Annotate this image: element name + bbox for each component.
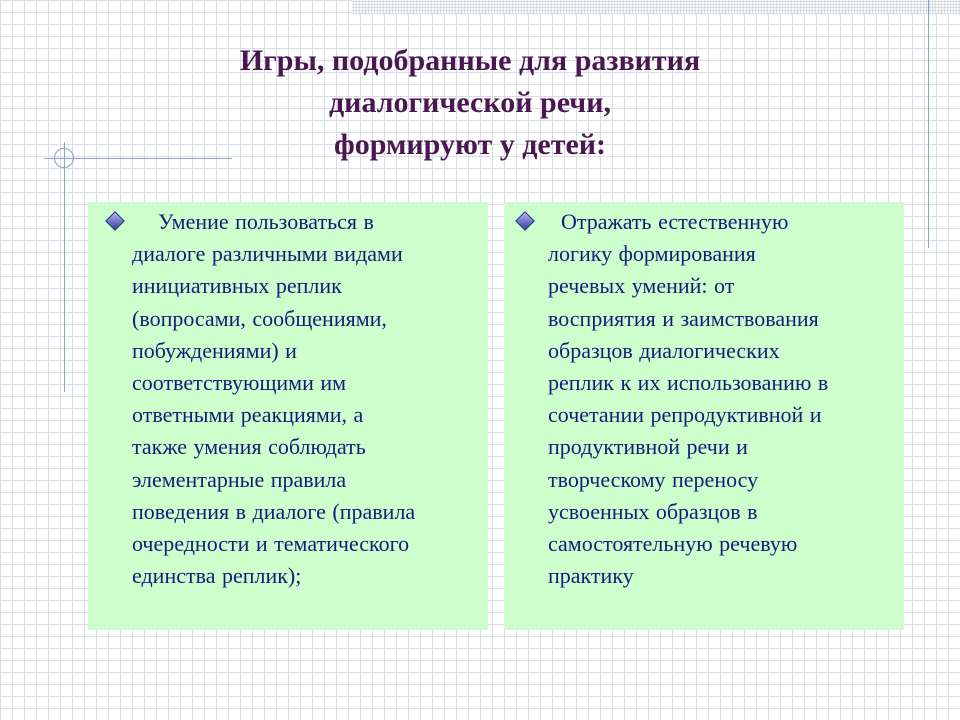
text-line: побуждениями) и bbox=[132, 337, 297, 363]
title-line: диалогической речи, bbox=[328, 86, 611, 119]
text-line: единства реплик); bbox=[132, 563, 302, 589]
right-box-text bbox=[548, 206, 900, 592]
text-line: реплик к их использованию в bbox=[548, 370, 829, 396]
text-line: очередности и тематического bbox=[132, 531, 410, 557]
decorative-vertical-line-left bbox=[64, 142, 65, 392]
text-line: элементарные правила bbox=[132, 466, 347, 492]
text-line: поведения в диалоге (правила bbox=[132, 498, 416, 524]
text-line: Умение пользоваться в bbox=[132, 209, 374, 234]
decorative-circle bbox=[54, 148, 74, 168]
left-content-box bbox=[88, 202, 488, 630]
text-line: Отражать естественную bbox=[548, 209, 789, 234]
text-line: также умения соблюдать bbox=[132, 434, 366, 460]
text-line: восприятия и заимствования bbox=[548, 305, 819, 331]
text-line: практику bbox=[548, 563, 634, 589]
text-line: образцов диалогических bbox=[548, 337, 780, 363]
text-line: (вопросами, сообщениями, bbox=[132, 305, 387, 331]
text-line: усвоенных образцов в bbox=[548, 498, 758, 524]
diamond-bullet-icon bbox=[105, 211, 125, 231]
text-line: диалоге различными видами bbox=[132, 241, 403, 267]
text-line: инициативных реплик bbox=[132, 273, 342, 299]
text-line: соответствующими им bbox=[132, 370, 347, 396]
text-line: творческому переносу bbox=[548, 466, 759, 492]
text-line: сочетании репродуктивной и bbox=[548, 402, 822, 428]
diamond-bullet-icon bbox=[515, 211, 535, 231]
text-line: ответными реакциями, а bbox=[132, 402, 364, 428]
text-line: логику формирования bbox=[548, 241, 756, 267]
top-dotted-band bbox=[352, 0, 960, 14]
title-line: Игры, подобранные для развития bbox=[239, 44, 701, 77]
title-line: формируют у детей: bbox=[333, 128, 607, 161]
text-line: самостоятельную речевую bbox=[548, 531, 798, 557]
text-line: продуктивной речи и bbox=[548, 434, 748, 460]
left-box-text bbox=[132, 206, 484, 592]
right-content-box bbox=[504, 202, 904, 630]
text-line: речевых умений: от bbox=[548, 273, 735, 299]
slide-title bbox=[150, 40, 790, 166]
decorative-vertical-line-right bbox=[928, 0, 929, 248]
